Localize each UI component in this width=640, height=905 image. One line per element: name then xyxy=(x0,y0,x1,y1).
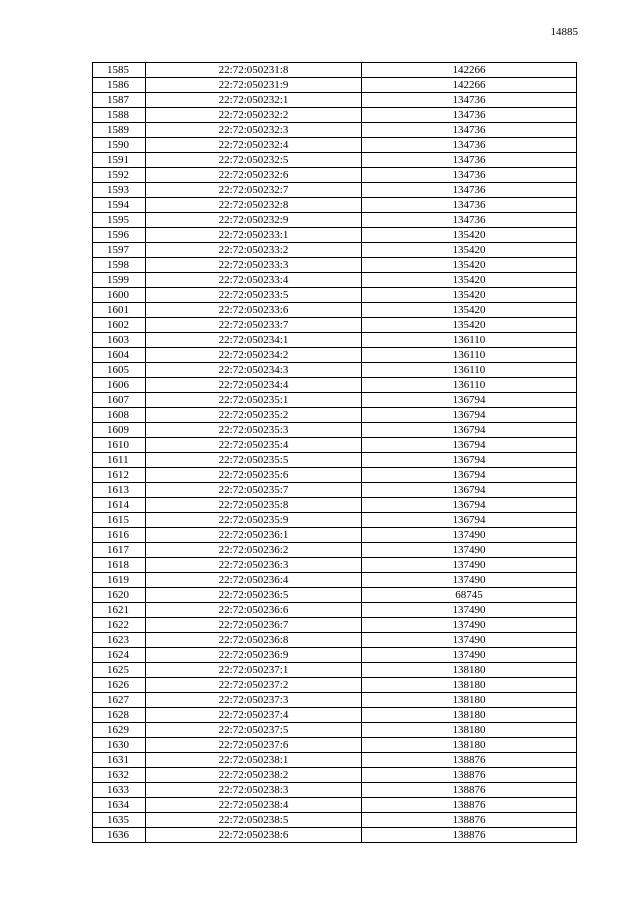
row-number-cell: 1617 xyxy=(93,543,146,558)
row-number-cell: 1586 xyxy=(93,78,146,93)
table-row xyxy=(93,213,577,228)
cadastral-number-cell: 22:72:050233:4 xyxy=(146,273,362,288)
cadastral-number-cell: 22:72:050238:4 xyxy=(146,798,362,813)
value-cell: 136110 xyxy=(362,363,577,378)
cadastral-number-cell: 22:72:050232:7 xyxy=(146,183,362,198)
table-row xyxy=(93,783,577,798)
value-cell: 138876 xyxy=(362,768,577,783)
table-row xyxy=(93,108,577,123)
cadastral-number-cell: 22:72:050234:3 xyxy=(146,363,362,378)
row-number-cell: 1631 xyxy=(93,753,146,768)
value-cell: 134736 xyxy=(362,168,577,183)
table-row xyxy=(93,138,577,153)
row-number-cell: 1590 xyxy=(93,138,146,153)
cadastral-number-cell: 22:72:050233:6 xyxy=(146,303,362,318)
table-row xyxy=(93,723,577,738)
row-number-cell: 1632 xyxy=(93,768,146,783)
table-row xyxy=(93,678,577,693)
cadastral-table xyxy=(92,62,577,843)
value-cell: 138180 xyxy=(362,708,577,723)
table-row xyxy=(93,453,577,468)
cadastral-number-cell: 22:72:050238:1 xyxy=(146,753,362,768)
cadastral-number-cell: 22:72:050232:8 xyxy=(146,198,362,213)
cadastral-number-cell: 22:72:050232:4 xyxy=(146,138,362,153)
cadastral-number-cell: 22:72:050232:6 xyxy=(146,168,362,183)
table-row xyxy=(93,423,577,438)
row-number-cell: 1636 xyxy=(93,828,146,843)
value-cell: 137490 xyxy=(362,633,577,648)
value-cell: 138876 xyxy=(362,798,577,813)
row-number-cell: 1596 xyxy=(93,228,146,243)
value-cell: 135420 xyxy=(362,288,577,303)
cadastral-number-cell: 22:72:050232:1 xyxy=(146,93,362,108)
row-number-cell: 1635 xyxy=(93,813,146,828)
row-number-cell: 1599 xyxy=(93,273,146,288)
row-number-cell: 1598 xyxy=(93,258,146,273)
row-number-cell: 1627 xyxy=(93,693,146,708)
row-number-cell: 1612 xyxy=(93,468,146,483)
table-row xyxy=(93,633,577,648)
cadastral-number-cell: 22:72:050233:2 xyxy=(146,243,362,258)
table-row xyxy=(93,303,577,318)
value-cell: 135420 xyxy=(362,243,577,258)
table-row xyxy=(93,318,577,333)
cadastral-number-cell: 22:72:050237:1 xyxy=(146,663,362,678)
cadastral-number-cell: 22:72:050232:2 xyxy=(146,108,362,123)
table-row xyxy=(93,93,577,108)
value-cell: 136794 xyxy=(362,468,577,483)
table-row xyxy=(93,333,577,348)
row-number-cell: 1597 xyxy=(93,243,146,258)
value-cell: 137490 xyxy=(362,648,577,663)
table-row xyxy=(93,513,577,528)
value-cell: 134736 xyxy=(362,93,577,108)
row-number-cell: 1621 xyxy=(93,603,146,618)
value-cell: 136794 xyxy=(362,513,577,528)
table-row xyxy=(93,483,577,498)
cadastral-number-cell: 22:72:050235:2 xyxy=(146,408,362,423)
cadastral-number-cell: 22:72:050235:1 xyxy=(146,393,362,408)
table-row xyxy=(93,588,577,603)
cadastral-number-cell: 22:72:050235:6 xyxy=(146,468,362,483)
table-row xyxy=(93,693,577,708)
row-number-cell: 1594 xyxy=(93,198,146,213)
row-number-cell: 1630 xyxy=(93,738,146,753)
row-number-cell: 1603 xyxy=(93,333,146,348)
cadastral-number-cell: 22:72:050235:7 xyxy=(146,483,362,498)
value-cell: 136110 xyxy=(362,333,577,348)
table-row xyxy=(93,183,577,198)
value-cell: 137490 xyxy=(362,603,577,618)
row-number-cell: 1616 xyxy=(93,528,146,543)
row-number-cell: 1595 xyxy=(93,213,146,228)
row-number-cell: 1626 xyxy=(93,678,146,693)
value-cell: 138876 xyxy=(362,813,577,828)
row-number-cell: 1606 xyxy=(93,378,146,393)
table-row xyxy=(93,573,577,588)
cadastral-number-cell: 22:72:050236:2 xyxy=(146,543,362,558)
row-number-cell: 1615 xyxy=(93,513,146,528)
table-row xyxy=(93,768,577,783)
value-cell: 138876 xyxy=(362,753,577,768)
cadastral-number-cell: 22:72:050236:7 xyxy=(146,618,362,633)
value-cell: 136794 xyxy=(362,483,577,498)
row-number-cell: 1625 xyxy=(93,663,146,678)
row-number-cell: 1633 xyxy=(93,783,146,798)
cadastral-number-cell: 22:72:050236:4 xyxy=(146,573,362,588)
value-cell: 136794 xyxy=(362,453,577,468)
table-row xyxy=(93,378,577,393)
table-row xyxy=(93,273,577,288)
table-row xyxy=(93,63,577,78)
value-cell: 136794 xyxy=(362,438,577,453)
value-cell: 138180 xyxy=(362,693,577,708)
value-cell: 137490 xyxy=(362,573,577,588)
table-row xyxy=(93,78,577,93)
cadastral-number-cell: 22:72:050235:5 xyxy=(146,453,362,468)
table-row xyxy=(93,543,577,558)
row-number-cell: 1601 xyxy=(93,303,146,318)
cadastral-number-cell: 22:72:050233:5 xyxy=(146,288,362,303)
table-row xyxy=(93,498,577,513)
table-row xyxy=(93,603,577,618)
value-cell: 135420 xyxy=(362,228,577,243)
cadastral-number-cell: 22:72:050238:3 xyxy=(146,783,362,798)
row-number-cell: 1588 xyxy=(93,108,146,123)
cadastral-number-cell: 22:72:050235:3 xyxy=(146,423,362,438)
cadastral-number-cell: 22:72:050236:3 xyxy=(146,558,362,573)
table-row xyxy=(93,708,577,723)
table-body xyxy=(93,63,577,843)
row-number-cell: 1614 xyxy=(93,498,146,513)
row-number-cell: 1604 xyxy=(93,348,146,363)
value-cell: 137490 xyxy=(362,543,577,558)
cadastral-number-cell: 22:72:050235:9 xyxy=(146,513,362,528)
value-cell: 142266 xyxy=(362,63,577,78)
value-cell: 138180 xyxy=(362,723,577,738)
table-row xyxy=(93,438,577,453)
value-cell: 138876 xyxy=(362,783,577,798)
cadastral-number-cell: 22:72:050232:5 xyxy=(146,153,362,168)
table-row xyxy=(93,528,577,543)
cadastral-number-cell: 22:72:050231:9 xyxy=(146,78,362,93)
value-cell: 136110 xyxy=(362,378,577,393)
value-cell: 134736 xyxy=(362,183,577,198)
table-row xyxy=(93,618,577,633)
value-cell: 142266 xyxy=(362,78,577,93)
table-row xyxy=(93,828,577,843)
cadastral-number-cell: 22:72:050237:3 xyxy=(146,693,362,708)
table-row xyxy=(93,363,577,378)
value-cell: 136794 xyxy=(362,408,577,423)
value-cell: 137490 xyxy=(362,618,577,633)
value-cell: 136110 xyxy=(362,348,577,363)
cadastral-number-cell: 22:72:050231:8 xyxy=(146,63,362,78)
table-row xyxy=(93,798,577,813)
value-cell: 134736 xyxy=(362,138,577,153)
row-number-cell: 1618 xyxy=(93,558,146,573)
cadastral-number-cell: 22:72:050237:2 xyxy=(146,678,362,693)
value-cell: 134736 xyxy=(362,123,577,138)
value-cell: 138180 xyxy=(362,678,577,693)
table-row xyxy=(93,648,577,663)
row-number-cell: 1602 xyxy=(93,318,146,333)
table-row xyxy=(93,243,577,258)
cadastral-number-cell: 22:72:050235:4 xyxy=(146,438,362,453)
cadastral-number-cell: 22:72:050234:4 xyxy=(146,378,362,393)
row-number-cell: 1585 xyxy=(93,63,146,78)
row-number-cell: 1613 xyxy=(93,483,146,498)
table-row xyxy=(93,228,577,243)
row-number-cell: 1608 xyxy=(93,408,146,423)
cadastral-number-cell: 22:72:050236:5 xyxy=(146,588,362,603)
table-row xyxy=(93,348,577,363)
row-number-cell: 1605 xyxy=(93,363,146,378)
row-number-cell: 1620 xyxy=(93,588,146,603)
page-number: 14885 xyxy=(550,26,578,38)
value-cell: 138180 xyxy=(362,738,577,753)
cadastral-number-cell: 22:72:050237:4 xyxy=(146,708,362,723)
cadastral-number-cell: 22:72:050236:9 xyxy=(146,648,362,663)
value-cell: 136794 xyxy=(362,498,577,513)
row-number-cell: 1619 xyxy=(93,573,146,588)
row-number-cell: 1592 xyxy=(93,168,146,183)
value-cell: 135420 xyxy=(362,273,577,288)
row-number-cell: 1623 xyxy=(93,633,146,648)
value-cell: 138180 xyxy=(362,663,577,678)
cadastral-number-cell: 22:72:050237:5 xyxy=(146,723,362,738)
row-number-cell: 1628 xyxy=(93,708,146,723)
value-cell: 135420 xyxy=(362,318,577,333)
value-cell: 135420 xyxy=(362,303,577,318)
value-cell: 134736 xyxy=(362,108,577,123)
cadastral-number-cell: 22:72:050235:8 xyxy=(146,498,362,513)
row-number-cell: 1611 xyxy=(93,453,146,468)
value-cell: 137490 xyxy=(362,528,577,543)
row-number-cell: 1589 xyxy=(93,123,146,138)
cadastral-number-cell: 22:72:050233:3 xyxy=(146,258,362,273)
row-number-cell: 1600 xyxy=(93,288,146,303)
cadastral-number-cell: 22:72:050236:6 xyxy=(146,603,362,618)
row-number-cell: 1607 xyxy=(93,393,146,408)
table-row xyxy=(93,813,577,828)
value-cell: 136794 xyxy=(362,423,577,438)
table-row xyxy=(93,168,577,183)
cadastral-number-cell: 22:72:050232:9 xyxy=(146,213,362,228)
table-row xyxy=(93,468,577,483)
cadastral-number-cell: 22:72:050237:6 xyxy=(146,738,362,753)
row-number-cell: 1624 xyxy=(93,648,146,663)
row-number-cell: 1610 xyxy=(93,438,146,453)
value-cell: 134736 xyxy=(362,213,577,228)
row-number-cell: 1629 xyxy=(93,723,146,738)
cadastral-number-cell: 22:72:050234:1 xyxy=(146,333,362,348)
cadastral-number-cell: 22:72:050232:3 xyxy=(146,123,362,138)
row-number-cell: 1591 xyxy=(93,153,146,168)
cadastral-number-cell: 22:72:050238:2 xyxy=(146,768,362,783)
cadastral-number-cell: 22:72:050236:1 xyxy=(146,528,362,543)
cadastral-number-cell: 22:72:050234:2 xyxy=(146,348,362,363)
row-number-cell: 1622 xyxy=(93,618,146,633)
cadastral-number-cell: 22:72:050238:6 xyxy=(146,828,362,843)
table-row xyxy=(93,393,577,408)
row-number-cell: 1593 xyxy=(93,183,146,198)
value-cell: 134736 xyxy=(362,153,577,168)
row-number-cell: 1634 xyxy=(93,798,146,813)
value-cell: 136794 xyxy=(362,393,577,408)
table-row xyxy=(93,123,577,138)
table-row xyxy=(93,288,577,303)
table-row xyxy=(93,738,577,753)
cadastral-number-cell: 22:72:050236:8 xyxy=(146,633,362,648)
row-number-cell: 1587 xyxy=(93,93,146,108)
table-row xyxy=(93,753,577,768)
cadastral-number-cell: 22:72:050238:5 xyxy=(146,813,362,828)
cadastral-number-cell: 22:72:050233:1 xyxy=(146,228,362,243)
table-row xyxy=(93,258,577,273)
value-cell: 138876 xyxy=(362,828,577,843)
table-row xyxy=(93,558,577,573)
value-cell: 137490 xyxy=(362,558,577,573)
table-row xyxy=(93,408,577,423)
table-row xyxy=(93,153,577,168)
cadastral-number-cell: 22:72:050233:7 xyxy=(146,318,362,333)
table-row xyxy=(93,198,577,213)
row-number-cell: 1609 xyxy=(93,423,146,438)
value-cell: 135420 xyxy=(362,258,577,273)
table-row xyxy=(93,663,577,678)
value-cell: 134736 xyxy=(362,198,577,213)
value-cell: 68745 xyxy=(362,588,577,603)
